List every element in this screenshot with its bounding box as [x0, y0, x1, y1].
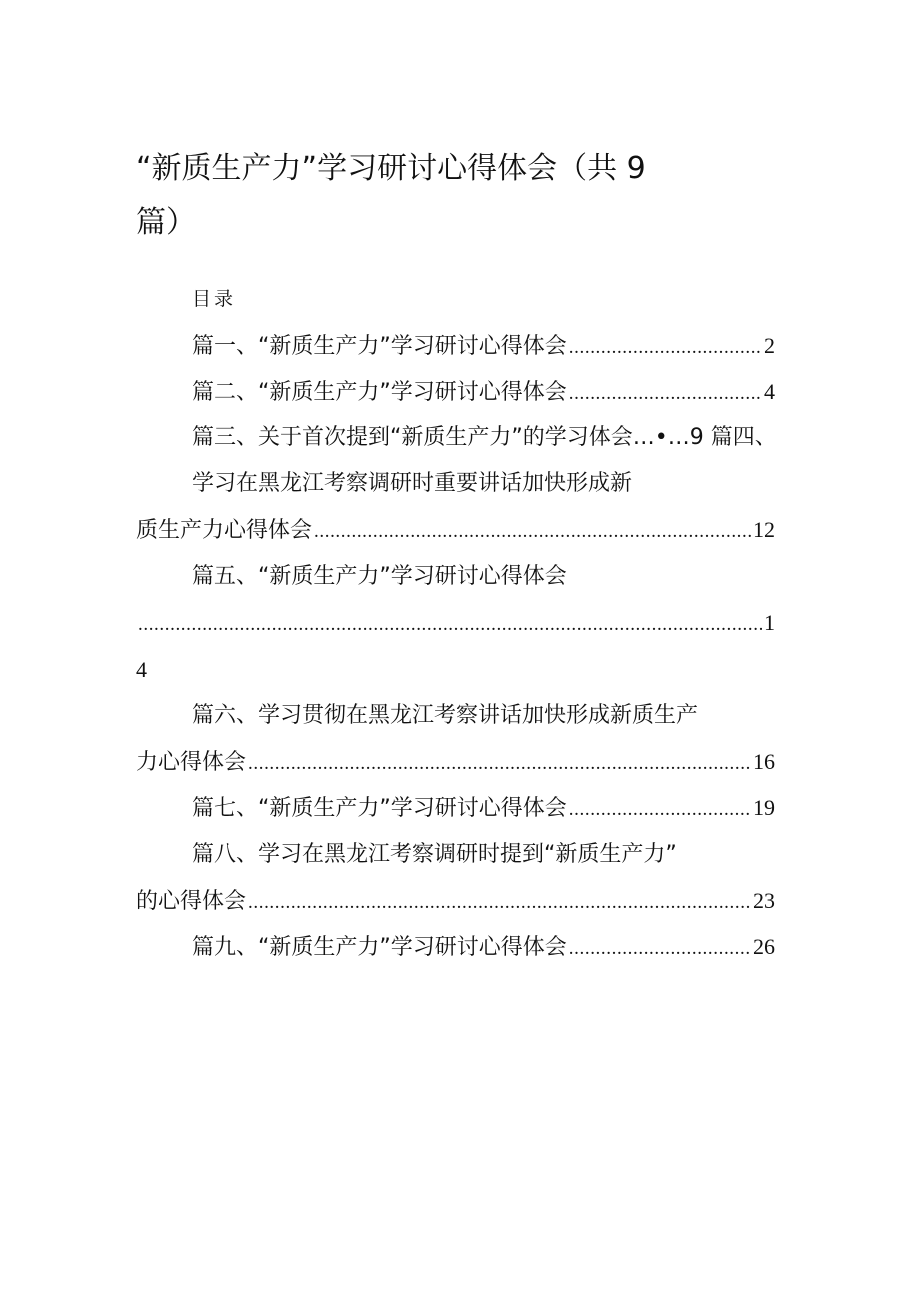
toc-entry-8-line-2[interactable]: [136, 886, 775, 918]
toc-leader-dots: [138, 610, 762, 640]
toc-page-number: 1: [764, 610, 775, 635]
toc-entry-text: 篇七、“新质生产力”学习研讨心得体会: [192, 796, 567, 821]
title-line-1: “新质生产力”学习研讨心得体会（共 9: [136, 151, 646, 186]
toc-entry-5-line-2[interactable]: [136, 608, 775, 640]
toc-heading: 目录: [192, 288, 237, 310]
toc-entry-4-line-2[interactable]: [136, 515, 775, 547]
toc-entry-8-line-1[interactable]: 篇八、学习在黑龙江考察调研时提到“新质生产力”: [192, 842, 677, 867]
toc-page-number: 19: [753, 795, 775, 820]
toc-leader-dots: [248, 749, 751, 779]
toc-entry-2[interactable]: [192, 377, 775, 409]
toc-entry-6-line-1[interactable]: 篇六、学习贯彻在黑龙江考察讲话加快形成新质生产: [192, 703, 699, 728]
toc-leader-dots: [569, 379, 762, 409]
document-title: [136, 142, 776, 250]
toc-entry-3[interactable]: 篇三、关于首次提到“新质生产力”的学习体会…•…9 篇四、: [192, 425, 777, 450]
toc-entry-7[interactable]: [192, 793, 775, 825]
toc-entry-6-line-2[interactable]: [136, 747, 775, 779]
toc-page-number: 16: [753, 749, 775, 774]
toc-page-number: 12: [753, 517, 775, 542]
toc-entry-text: 篇九、“新质生产力”学习研讨心得体会: [192, 935, 567, 960]
toc-entry-text: 力心得体会: [136, 750, 247, 775]
toc-leader-dots: [248, 888, 751, 918]
toc-entry-text: 的心得体会: [136, 889, 247, 914]
toc-entry-5-page-continuation: 4: [136, 657, 147, 682]
toc-page-number: 2: [764, 333, 775, 358]
toc-entry-text: 质生产力心得体会: [136, 518, 313, 543]
toc-entry-9[interactable]: [192, 932, 775, 964]
toc-page-number: 4: [764, 379, 775, 404]
toc-page-number: 23: [753, 888, 775, 913]
toc-entry-text: 篇二、“新质生产力”学习研讨心得体会: [192, 380, 567, 405]
toc-leader-dots: [569, 795, 751, 825]
title-line-2: 篇）: [136, 205, 196, 240]
toc-leader-dots: [314, 517, 751, 547]
toc-entry-1[interactable]: [192, 331, 775, 363]
toc-entry-5-line-1[interactable]: 篇五、“新质生产力”学习研讨心得体会: [192, 564, 567, 589]
toc-entry-4-line-1[interactable]: 学习在黑龙江考察调研时重要讲话加快形成新: [192, 471, 633, 496]
toc-leader-dots: [569, 333, 762, 363]
toc-entry-text: 篇一、“新质生产力”学习研讨心得体会: [192, 334, 567, 359]
toc-leader-dots: [569, 934, 751, 964]
toc-page-number: 26: [753, 934, 775, 959]
